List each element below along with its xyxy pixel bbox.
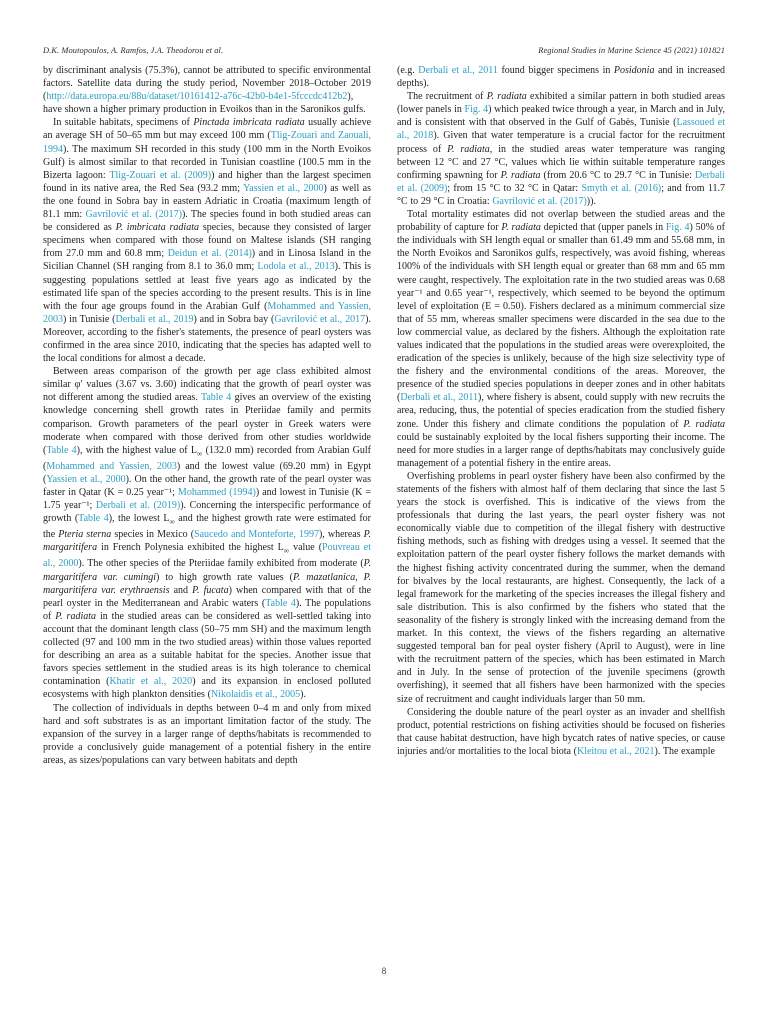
citation-link[interactable]: Pouvreau et al., 2000: [43, 542, 372, 570]
text-segment: ∞: [169, 517, 175, 527]
text-segment: ) and the lowest value (69.20 mm) in Egypt (: [43, 460, 371, 485]
text-segment: ), where fishery is absent, could supply with new recruits the area, reducing, thus, the potential of species eradication from the studied fishery zone. Under this fishery and climate conditions the population of: [397, 392, 725, 430]
paragraph: [397, 64, 725, 90]
text-segment: ). The other species of the Pteriidae family exhibited from moderate (: [78, 558, 364, 570]
text-segment: )).: [586, 195, 596, 207]
citation-link[interactable]: Smyth et al. (2016): [581, 182, 662, 194]
text-segment: by discriminant analysis (75.3%), cannot be attributed to specific environmental factors. Satellite data during the study period, November 2018–October 2019 (: [43, 65, 371, 103]
text-segment: The collection of individuals in depths between 0–4 m and only from mixed hard and soft substrates is as an important limitation factor of the study. The expansion of the survey in a larger range of depths/habitats is recommended to provide a conclusively guide management of a potential fishery in the entire areas, as sizes/populations can vary between habitats and depth: [43, 702, 371, 766]
text-segment: (132.0 mm) recorded from Arabian Gulf (: [43, 444, 371, 472]
text-segment: ), the lowest L: [108, 513, 170, 525]
text-segment: ). On the other hand, the growth rate of the pearl oyster was faster in Qatar (K = 0.25 year⁻¹;: [43, 473, 371, 498]
text-segment: ) when compared with that of the pearl oyster in the Mediterranean and Arabic waters (: [43, 584, 372, 609]
text-segment: (from 20.6 °C to 29.7 °C in Tunisie:: [540, 169, 695, 181]
text-segment: exhibited a similar pattern in both studied areas (lower panels in: [397, 91, 725, 116]
species-name: P. radiata: [486, 91, 527, 103]
citation-link[interactable]: Table 4: [78, 513, 109, 525]
text-segment: Considering the double nature of the pearl oyster as an invader and shellfish product, potential restrictions on fishing activities should be focused on fisheries that cause habitat destruction, have high bycatch rates of native species, or cause injuries and/or mortalities to the local biota (: [397, 706, 725, 757]
paragraph: [43, 702, 371, 767]
text-segment: in the studied areas can be considered as well-settled taking into account that the dominant length class (50–75 mm SH) and the maximum length collected (97 and 100 mm in the two studied areas) within those values reported for describing an area as a suitable habitat for the species. Another issue that favors species settlement in the studied areas is its high tolerance to chemical contamination (: [43, 610, 371, 688]
species-name: P. margaritifera var. cumingi: [43, 558, 371, 583]
left-column: [43, 64, 371, 767]
text-segment: found bigger specimens in: [497, 65, 614, 76]
text-segment: usually achieve an average SH of 50–65 mm but may exceed 100 mm (: [43, 117, 372, 142]
text-segment: value (: [289, 542, 323, 554]
text-segment: ). Concerning the interspecific performance of growth (: [43, 500, 371, 525]
paragraph: [43, 116, 371, 365]
text-segment: ; from 15 °C to 32 °C in Qatar:: [447, 182, 582, 194]
species-name: P. mazatlanica, P. margaritifera var. erythraensis: [43, 571, 371, 596]
citation-link[interactable]: Tlig-Zouari et al. (2009): [109, 169, 212, 181]
text-segment: could be sustainably exploited by the local fishers supporting their income. The need for more studies in a larger range of depths/habitats may conclusively guide management of a potential fishery in the entire areas.: [397, 431, 725, 469]
text-segment: ) and in Linosa Island in the Sicilian Channel (SH ranging from 8.1 to 36.0 mm;: [43, 248, 371, 273]
paragraph: [397, 706, 725, 758]
text-segment: ). The example: [654, 745, 715, 757]
paragraph: [43, 64, 371, 116]
text-segment: , in the studied areas water temperature was ranging between 12 °C and 27 °C, values which lie within suitable temperature ranges confirming spawning for: [397, 143, 725, 181]
citation-link[interactable]: Lodola et al., 2013: [257, 261, 335, 273]
text-segment: ) and lowest in Tunisie (K = 1.75 year⁻¹;: [43, 487, 372, 512]
paragraph: [397, 470, 725, 706]
citation-link[interactable]: Fig. 4: [464, 104, 489, 116]
text-segment: and in increased depths).: [397, 65, 726, 90]
text-segment: and the highest growth rate were estimated for the: [43, 513, 371, 541]
running-header: [43, 46, 725, 55]
citation-link[interactable]: Derbali et al., 2011: [400, 392, 479, 404]
citation-link[interactable]: Table 4: [46, 444, 77, 456]
text-segment: gives an overview of the existing knowledge concerning shell growth rates in Pteriidae family and permits comparison. Growth parameters of the pearl oyster in Greek waters were moderate when compared with those derived from other studies worldwide (: [43, 392, 371, 456]
text-segment: ). Moreover, according to the fisher's statements, the presence of pearl oysters was confirmed in the area since 2010, indicating that the species has adapted well to the local conditions for almost a decade.: [43, 313, 371, 365]
species-name: P. imbricata radiata: [115, 222, 199, 234]
text-segment: depicted that (upper panels in: [540, 222, 666, 234]
species-name: P. radiata: [447, 143, 490, 155]
text-segment: ). Given that water temperature is a crucial factor for the recruitment process of: [397, 130, 726, 155]
citation-link[interactable]: Derbali et al., 2011: [418, 65, 498, 76]
species-name: P. margaritifera: [43, 529, 371, 554]
citation-link[interactable]: Nikolaidis et al., 2005: [210, 689, 301, 701]
text-segment: ), whereas: [318, 529, 364, 541]
text-segment: ), have shown a higher primary production in Evoikos than in the Saronikos gulfs.: [43, 91, 366, 116]
text-segment: ) and its expansion in enclosed polluted ecosystems with high plankton densities (: [43, 676, 371, 701]
text-segment: species, because they consisted of larger specimens when compared with those found on Maltese islands (SH ranging from 27.0 mm and 60.8 mm;: [43, 222, 372, 260]
text-segment: The recruitment of: [407, 91, 487, 103]
citation-link[interactable]: Mohammed (1994): [177, 487, 256, 498]
citation-link[interactable]: Derbali et al. (2019): [95, 500, 181, 512]
text-segment: Overfishing problems in pearl oyster fishery have been also confirmed by the statements of the fishers with almost half of them declaring that since the last 5 years the stock is overfished. This is indicative of the views from the professionals that during the last years, the pearl oyster fishery was not economically viable due to competition of the illegal fishery with destructive fishing methods, such as fishing with dredges using a vessel. It seemed that the exploitation pattern of the pearl oyster fishery follows the market demands with the highest fishing activity concentrated during the summer, when the demand for bivalves by the local restaurants, are highest. Consequently, the lack of a legal framework for the marketing of the species increases the illegal fishery and sale distribution. This is also confirmed by the fishers who stated that the seasonality of the fishery is strongly linked with the increasing demand from the market. In this context, the views of the fishers regarding an alternative suggested temporal ban for peal oyster fishery (April to August), were in line with the recruitment pattern of the species, which has been estimated in March and in July. In the sense of protection of the juvenile specimens (growth overfishing), it seemed that all fishers have been harmonized with the species size of recruitment and caught individuals larger than 50 mm.: [397, 470, 725, 705]
text-segment: in French Polynesia exhibited the highest L: [97, 542, 284, 554]
text-segment: ) to high growth rate values (: [156, 571, 293, 583]
page-number: 8: [381, 966, 387, 976]
citation-link[interactable]: Mohammed and Yassien, 2003: [46, 460, 177, 472]
two-column-body: [43, 64, 725, 767]
text-segment: ). The species found in both studied areas can be considered as: [43, 209, 371, 234]
text-segment: ) and higher than the largest specimen found in its native area, the Red Sea (93.2 mm;: [43, 169, 371, 194]
right-column: [397, 64, 725, 767]
species-name: P. fucata: [192, 584, 229, 596]
text-segment: ), with the highest value of L: [76, 444, 197, 456]
citation-link[interactable]: Saucedo and Monteforte, 1997: [194, 529, 319, 541]
citation-link[interactable]: Gavrilović et al. (2017): [492, 195, 587, 207]
citation-link[interactable]: Tlig-Zouari and Zaouali, 1994: [43, 130, 372, 155]
species-name: P. radiata: [683, 418, 726, 430]
citation-link[interactable]: Mohammed and Yassien, 2003: [43, 300, 371, 325]
species-name: Pteria sterna: [58, 529, 112, 541]
citation-link[interactable]: Gavrilović et al., 2017: [274, 313, 366, 325]
species-name: P. radiata: [501, 222, 541, 234]
text-segment: ) which peaked twice through a year, in March and in July, and is consistent with that observed in the Gulf of Gabès, Tunisie (: [397, 104, 725, 129]
text-segment: species in Mexico (: [111, 529, 195, 541]
citation-link[interactable]: Yassien et al., 2000: [243, 182, 324, 194]
citation-link[interactable]: http://data.europa.eu/88u/dataset/10161412-a76c-42b0-b4e1-5fcccdc412b2: [46, 91, 348, 103]
header-journal: Regional Studies in Marine Science 45 (2021) 101821: [538, 46, 725, 55]
citation-link[interactable]: Deidun et al. (2014): [167, 248, 252, 260]
citation-link[interactable]: Table 4: [265, 597, 296, 609]
text-segment: ∞: [197, 448, 203, 458]
text-segment: In suitable habitats, specimens of: [53, 117, 194, 129]
text-segment: Total mortality estimates did not overlap between the studied areas and the probability of capture for: [397, 209, 725, 234]
paragraph: [43, 365, 371, 701]
citation-link[interactable]: Khatir et al., 2020: [109, 676, 193, 688]
header-authors: D.K. Moutopoulos, A. Ramfos, J.A. Theodorou et al.: [43, 46, 224, 55]
text-segment: ). The maximum SH recorded in this study (100 mm in the North Evoikos Gulf) is almost similar to that recorded in Tunisian coastline (100.5 mm in the Bizerta lagoon:: [43, 143, 371, 181]
citation-link[interactable]: Lassoued et al., 2018: [397, 117, 725, 142]
text-segment: and: [169, 584, 193, 596]
text-segment: ). This is suggesting populations settled at least five years ago as indicated by the estimated life span of the species according to the present results. This is in line with the four age groups found in the Arabian Gulf (: [43, 261, 372, 312]
species-name: P. radiata: [500, 169, 541, 181]
species-name: P. radiata: [55, 610, 96, 622]
text-segment: ) and in Sobra bay (: [193, 313, 275, 325]
text-segment: Between areas comparison of the growth per age class exhibited almost similar φ′ values (3.67 vs. 3.60) indicating that the growth of pearl oyster was not different among the studied areas.: [43, 366, 371, 404]
citation-link[interactable]: Gavrilović et al. (2017): [85, 209, 182, 221]
citation-link[interactable]: Derbali et al., 2019: [115, 313, 194, 325]
citation-link[interactable]: Fig. 4: [665, 222, 690, 234]
text-segment: ).: [300, 689, 306, 701]
paragraph: [397, 90, 725, 208]
species-name: Pinctada imbricata radiata: [193, 117, 305, 129]
citation-link[interactable]: Kleitou et al., 2021: [576, 745, 655, 757]
citation-link[interactable]: Yassien et al., 2000: [46, 473, 126, 485]
text-segment: ∞: [283, 546, 290, 556]
paragraph: [397, 208, 725, 470]
text-segment: (e.g.: [397, 65, 419, 76]
text-segment: ). The populations of: [43, 597, 372, 622]
text-segment: ) in Tunisie (: [63, 313, 116, 325]
species-name: Posidonia: [613, 65, 655, 76]
citation-link[interactable]: Table 4: [200, 392, 232, 404]
citation-link[interactable]: Derbali et al. (2009): [397, 169, 725, 194]
text-segment: ) as well as the one found in Sobra bay in eastern Adriatic in Croatia (maximum length of 81.1 mm:: [43, 182, 371, 221]
text-segment: ; and from 11.7 °C to 29 °C in Croatia:: [397, 182, 725, 207]
text-segment: ) 50% of the individuals with SH length equal or smaller than 61.49 mm and 55.68 mm, in the North Evoikos and Saronikos gulfs, respectively, was avoid fishing, whereas 100% of the individuals with SH length equal or greater than 68 mm and 65 mm were caught, respectively. The exploitation rate in the two studied areas was 0.68 year⁻¹ and 0.65 year⁻¹, respectively, which seemed to be beyond the optimum level of exploitation (E = 0.50). Fishers declared as a minimum commercial size that of 55 mm, whereas smaller specimens were discarded in the sea due to the low commercial value, as declared by the fishers. Although the exploitation rate values indicated that the populations in the studied areas were overexploited, the eradication of the species is unlikely, because of the high size selectivity type of the fishery and the environmental conditions of the areas. Moreover, the presence of the studied species populations in deeper zones and in other habitats (: [397, 222, 726, 404]
